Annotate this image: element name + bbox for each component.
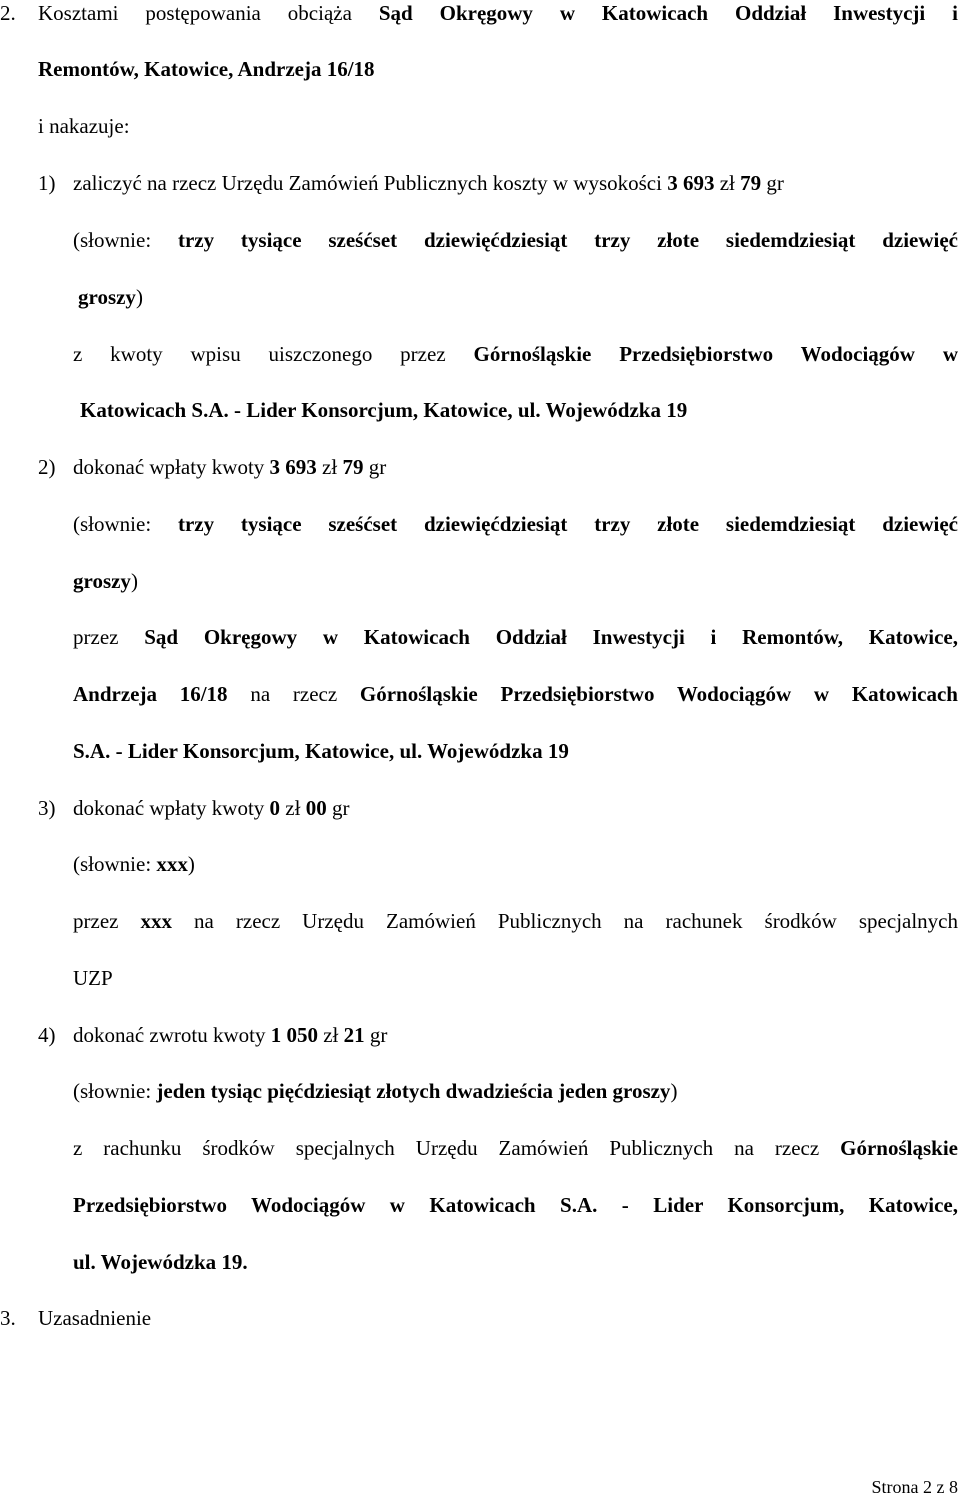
item-2-gr-unit: gr (368, 455, 387, 479)
item-3-words-prefix: (słownie: (73, 852, 152, 876)
item-1-from-party-cont: Katowicach S.A. - Lider Konsorcjum, Katowice, ul. Wojewódzka 19 (80, 398, 688, 422)
item-1-words-prefix: (słownie: (73, 228, 152, 252)
item-3-number: 3) (38, 796, 56, 820)
item-2-paren: ) (130, 569, 138, 593)
item-1-currency: zł (719, 171, 735, 195)
item-3-payer: xxx (140, 909, 172, 933)
item-3-by: przez (73, 909, 119, 933)
item-4-party-end: ul. Wojewódzka 19. (73, 1250, 248, 1274)
item-4-amount: 1 050 (270, 1023, 318, 1047)
section-2-intro: Kosztami postępowania obciąża (38, 1, 352, 25)
item-3-payer-line-2: UZP (73, 966, 113, 990)
item-3-words: xxx (156, 852, 188, 876)
item-4-text: dokonać zwrotu kwoty (73, 1023, 266, 1047)
item-1-number: 1) (38, 171, 56, 195)
item-4-from-line-2 (73, 1192, 958, 1218)
section-3-number: 3. (0, 1306, 16, 1330)
section-2-party-line-2: Remontów, Katowice, Andrzeja 16/18 (38, 57, 375, 81)
item-2-payer: Sąd Okręgowy w Katowicach Oddział Inwestycji i Remontów, Katowice, (144, 625, 958, 649)
item-4-party: Górnośląskie (840, 1136, 958, 1160)
item-2-grosze: 79 (342, 455, 364, 479)
item-2-words: trzy tysiące sześćset dziewięćdziesiąt trzy złote siedemdziesiąt dziewięć (177, 512, 959, 536)
item-1-from-line-1 (73, 341, 958, 367)
item-2-line-1 (73, 454, 386, 480)
item-1-text: zaliczyć na rzecz Urzędu Zamówień Publicznych koszty w wysokości (73, 171, 662, 195)
page-number: Strona 2 z 8 (871, 1477, 958, 1497)
item-4-from-line-3 (73, 1249, 248, 1275)
item-4-number: 4) (38, 1023, 56, 1047)
item-4-line-1 (73, 1022, 387, 1048)
item-2-payee-cont: S.A. - Lider Konsorcjum, Katowice, ul. Wojewódzka 19 (73, 739, 569, 763)
item-4-party-cont: Przedsiębiorstwo Wodociągów w Katowicach S.A. - Lider Konsorcjum, Katowice, (73, 1193, 958, 1217)
item-2-number: 2) (38, 455, 56, 479)
item-4-paren: ) (670, 1079, 678, 1103)
item-3-to: na rzecz Urzędu Zamówień Publicznych na rachunek środków specjalnych (194, 909, 958, 933)
section-3-title: Uzasadnienie (38, 1306, 152, 1330)
section-2-number: 2. (0, 1, 16, 25)
item-2-amount: 3 693 (269, 455, 317, 479)
item-2-words-line-2 (73, 568, 138, 594)
item-2-text: dokonać wpłaty kwoty (73, 455, 265, 479)
item-1-words-line-2 (78, 284, 143, 310)
item-4-grosze: 21 (343, 1023, 365, 1047)
section-2-party-line-1: Sąd Okręgowy w Katowicach Oddział Inwestycji i (378, 1, 958, 25)
item-2-words-line-1 (73, 511, 958, 537)
item-1-from-line-2 (80, 397, 687, 423)
section-2-line-1 (38, 0, 958, 26)
item-3-payer-line-1 (73, 908, 958, 934)
item-4-gr-unit: gr (369, 1023, 388, 1047)
item-4-from-line-1 (73, 1135, 958, 1161)
item-1-paren: ) (135, 285, 143, 309)
item-1-from-party: Górnośląskie Przedsiębiorstwo Wodociągów w (473, 342, 958, 366)
item-4-words: jeden tysiąc pięćdziesiąt złotych dwadzieścia jeden groszy (156, 1079, 671, 1103)
item-3-paren: ) (187, 852, 195, 876)
item-1-words: trzy tysiące sześćset dziewięćdziesiąt trzy złote siedemdziesiąt dziewięć (177, 228, 959, 252)
item-1-line-1 (73, 170, 784, 196)
item-2-payee-line-3 (73, 738, 569, 764)
item-3-gr-unit: gr (331, 796, 350, 820)
item-1-words-cont: groszy (78, 285, 136, 309)
item-4-from: z rachunku środków specjalnych Urzędu Zamówień Publicznych na rzecz (73, 1136, 820, 1160)
item-2-to: na rzecz (250, 682, 338, 706)
section-2-line-2 (38, 56, 375, 82)
item-2-payee: Górnośląskie Przedsiębiorstwo Wodociągów w Katowicach (359, 682, 958, 706)
item-1-gr-unit: gr (766, 171, 784, 195)
item-3-words-line (73, 851, 195, 877)
item-2-currency: zł (322, 455, 338, 479)
item-2-words-prefix: (słownie: (73, 512, 152, 536)
item-2-by: przez (73, 625, 119, 649)
item-1-grosze: 79 (740, 171, 762, 195)
item-1-amount: 3 693 (667, 171, 715, 195)
item-2-payer-cont: Andrzeja 16/18 (73, 682, 228, 706)
item-3-text: dokonać wpłaty kwoty (73, 796, 265, 820)
item-3-amount: 0 (269, 796, 281, 820)
section-2-orders: i nakazuje: (38, 114, 130, 138)
item-4-currency: zł (323, 1023, 339, 1047)
item-1-words-line-1 (73, 227, 958, 253)
item-1-from-text: z kwoty wpisu uiszczonego przez (73, 342, 446, 366)
item-3-line-1 (73, 795, 349, 821)
item-4-words-line (73, 1078, 677, 1104)
item-2-payer-line-2 (73, 681, 958, 707)
item-2-payer-line-1 (73, 624, 958, 650)
item-2-words-cont: groszy (73, 569, 131, 593)
item-3-currency: zł (285, 796, 301, 820)
item-4-words-prefix: (słownie: (73, 1079, 152, 1103)
item-3-grosze: 00 (305, 796, 327, 820)
